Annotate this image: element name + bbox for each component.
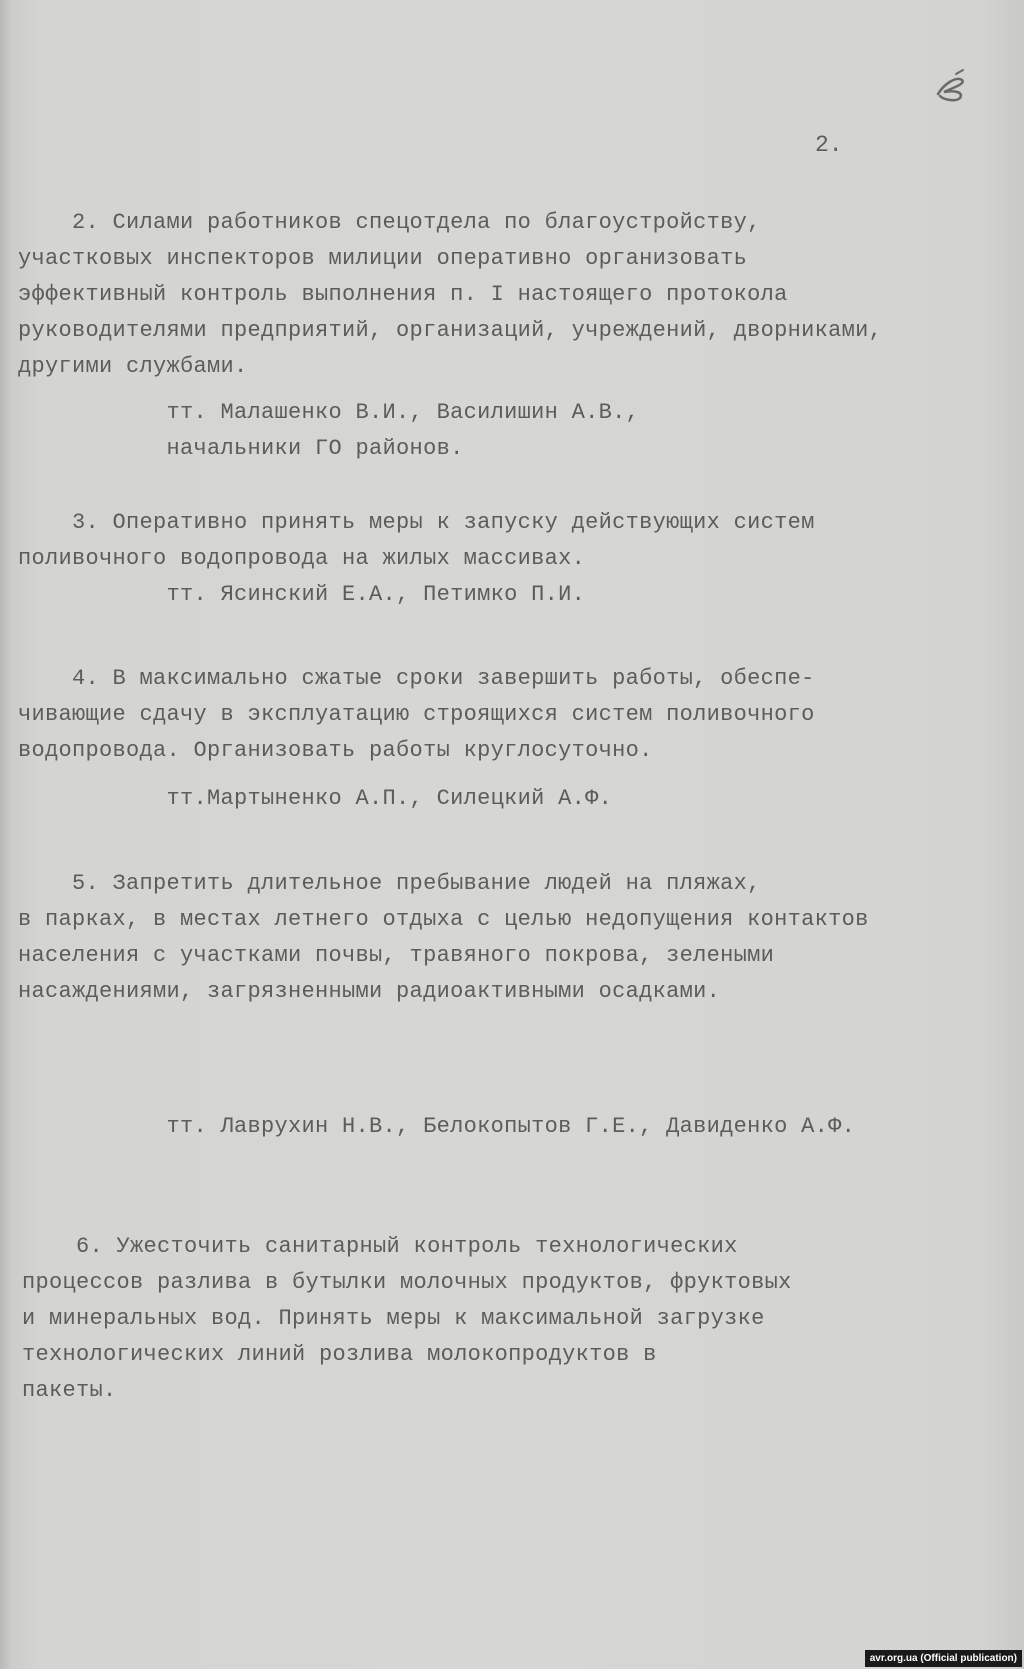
text-line: и минеральных вод. Принять меры к максимальной загрузке <box>22 1306 765 1331</box>
text-line: в парках, в местах летнего отдыха с целью недопущения контактов <box>18 907 869 932</box>
responsible-line: начальники ГО районов. <box>18 436 464 461</box>
paper-edge <box>0 0 14 1669</box>
text-line: участковых инспекторов милиции оперативно организовать <box>18 246 748 271</box>
responsible-line: тт. Ясинский Е.А., Петимко П.И. <box>18 582 586 607</box>
text-line: водопровода. Организовать работы круглосуточно. <box>18 738 653 763</box>
responsible-line: тт. Лаврухин Н.В., Белокопытов Г.Е., Давиденко А.Ф. <box>18 1114 856 1139</box>
responsible-line: тт.Мартыненко А.П., Силецкий А.Ф. <box>18 786 613 811</box>
text-line: 5. Запретить длительное пребывание людей на пляжах, <box>18 871 761 896</box>
text-line: 2. Силами работников спецотдела по благоустройству, <box>18 210 761 235</box>
text-line: технологических линий розлива молокопродуктов в <box>22 1342 657 1367</box>
text-line: эффективный контроль выполнения п. I настоящего протокола <box>18 282 788 307</box>
text-line: чивающие сдачу в эксплуатацию строящихся систем поливочного <box>18 702 815 727</box>
text-line: процессов разлива в бутылки молочных продуктов, фруктовых <box>22 1270 792 1295</box>
text-line: 6. Ужесточить санитарный контроль технологических <box>22 1234 738 1259</box>
text-line: насаждениями, загрязненными радиоактивными осадками. <box>18 979 721 1004</box>
text-line: пакеты. <box>22 1378 117 1403</box>
text-line: 3. Оперативно принять меры к запуску действующих систем <box>18 510 815 535</box>
handwritten-mark-icon <box>930 66 970 106</box>
text-line: 4. В максимально сжатые сроки завершить работы, обеспе- <box>18 666 815 691</box>
text-line: руководителями предприятий, организаций, учреждений, дворниками, <box>18 318 883 343</box>
page-number: 2. <box>815 132 843 158</box>
responsible-line: тт. Малашенко В.И., Василишин А.В., <box>18 400 640 425</box>
text-line: населения с участками почвы, травяного покрова, зелеными <box>18 943 775 968</box>
text-line: другими службами. <box>18 354 248 379</box>
source-credit: avr.org.ua (Official publication) <box>865 1650 1022 1667</box>
text-line: поливочного водопровода на жилых массивах. <box>18 546 586 571</box>
